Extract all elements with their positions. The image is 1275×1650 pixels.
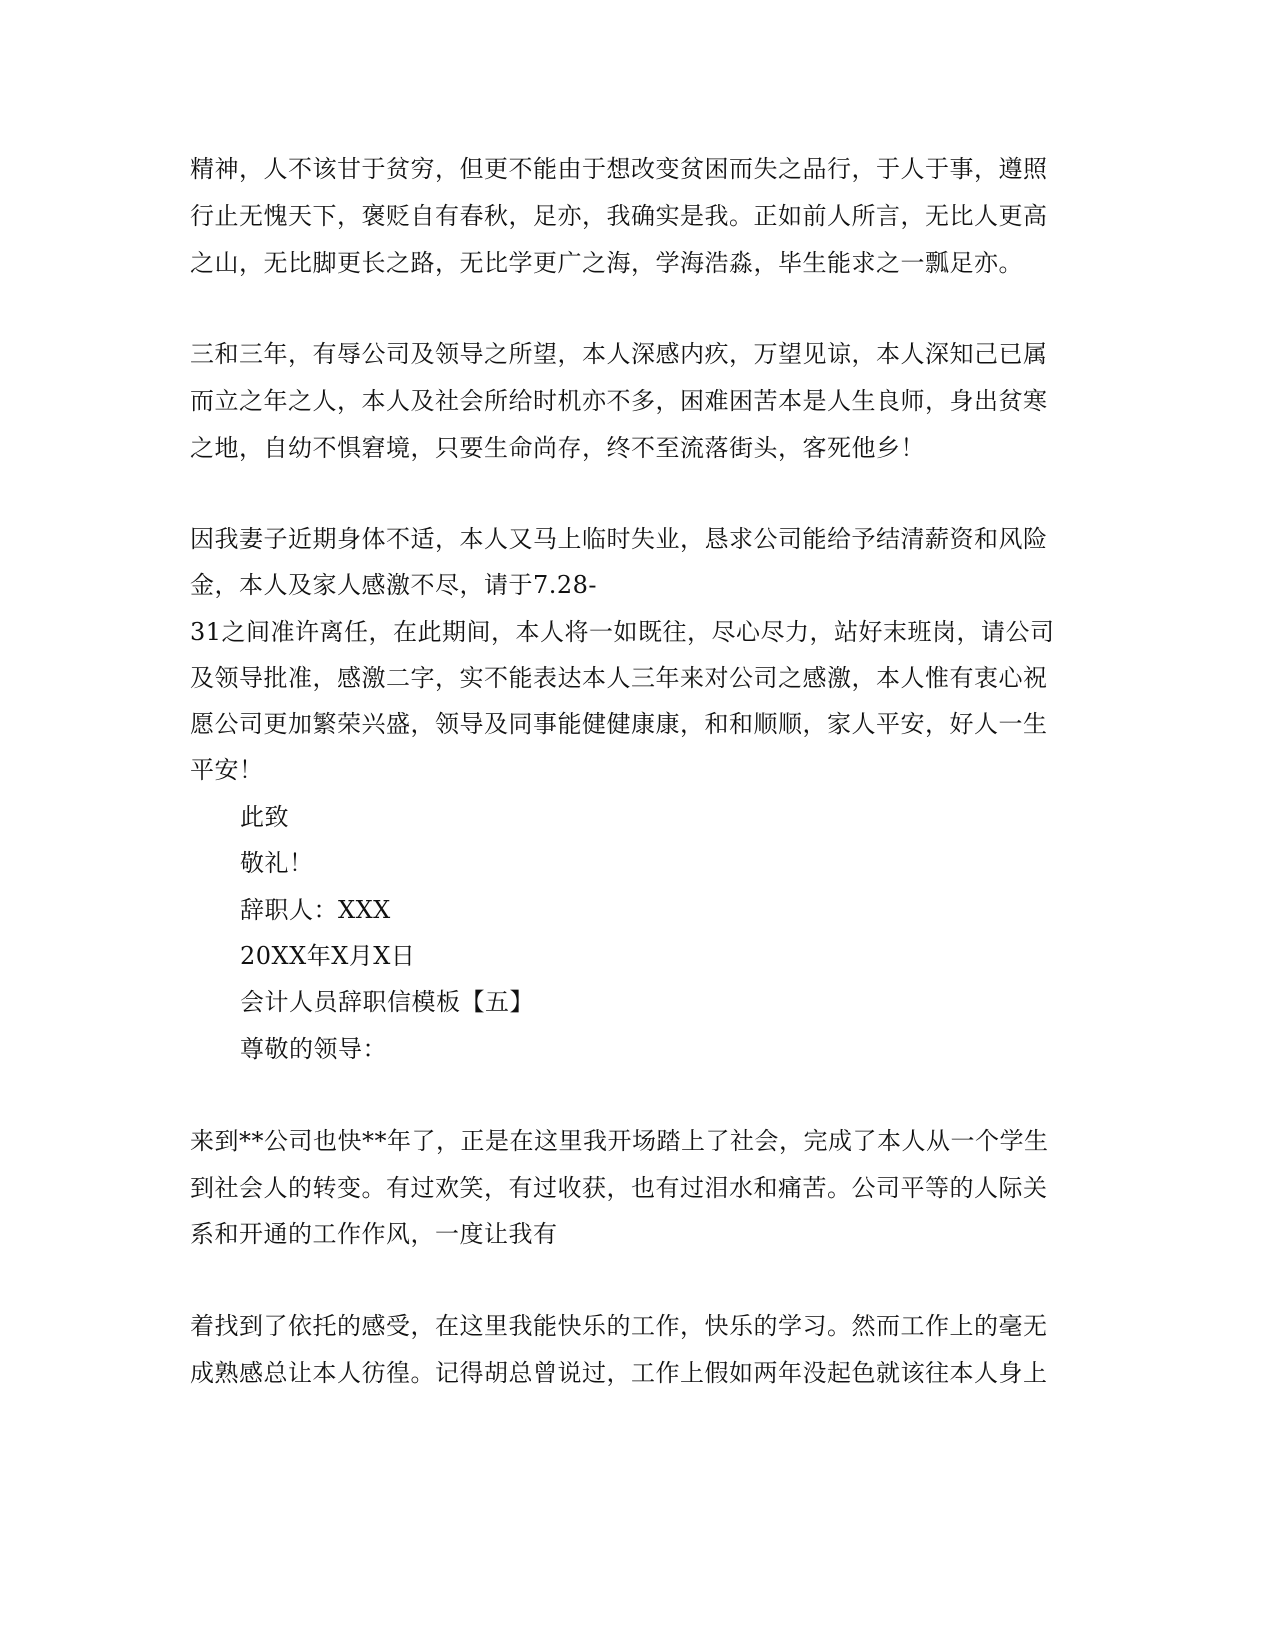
paragraph-line: 金，本人及家人感激不尽，请于7.28-: [190, 571, 598, 599]
paragraph-line: 成熟感总让本人彷徨。记得胡总曾说过，工作上假如两年没起色就该往本人身上: [190, 1359, 1048, 1387]
signature-date: 20XX年X月X日: [240, 942, 416, 970]
signature-name: 辞职人：XXX: [240, 896, 391, 924]
greeting: 尊敬的领导：: [240, 1035, 387, 1063]
paragraph-line: 平安！: [190, 756, 264, 784]
paragraph-line: 着找到了依托的感受，在这里我能快乐的工作，快乐的学习。然而工作上的毫无: [190, 1312, 1048, 1340]
closing-regards: 敬礼！: [240, 849, 314, 877]
paragraph-line: 精神，人不该甘于贫穷，但更不能由于想改变贫困而失之品行，于人于事，遵照: [190, 155, 1048, 183]
paragraph-line: 31之间准许离任，在此期间，本人将一如既往，尽心尽力，站好末班岗，请公司: [190, 618, 1055, 646]
paragraph-line: 三和三年，有辱公司及领导之所望，本人深感内疚，万望见谅，本人深知己已属: [190, 340, 1048, 368]
paragraph-line: 因我妻子近期身体不适，本人又马上临时失业，恳求公司能给予结清薪资和风险: [190, 525, 1048, 553]
paragraph-line: 系和开通的工作作风，一度让我有: [190, 1220, 558, 1248]
paragraph-line: 愿公司更加繁荣兴盛，领导及同事能健健康康，和和顺顺，家人平安，好人一生: [190, 710, 1048, 738]
section-title: 会计人员辞职信模板【五】: [240, 988, 534, 1016]
paragraph-line: 而立之年之人，本人及社会所给时机亦不多，困难困苦本是人生良师，身出贫寒: [190, 387, 1048, 415]
paragraph-line: 及领导批准，感激二字，实不能表达本人三年来对公司之感激，本人惟有衷心祝: [190, 664, 1048, 692]
paragraph-line: 行止无愧天下，褒贬自有春秋，足亦，我确实是我。正如前人所言，无比人更高: [190, 202, 1048, 230]
paragraph-line: 到社会人的转变。有过欢笑，有过收获，也有过泪水和痛苦。公司平等的人际关: [190, 1174, 1048, 1202]
paragraph-line: 之地，自幼不惧窘境，只要生命尚存，终不至流落街头，客死他乡！: [190, 434, 925, 462]
closing-salutation: 此致: [240, 803, 289, 831]
paragraph-line: 来到**公司也快**年了，正是在这里我开场踏上了社会，完成了本人从一个学生: [190, 1127, 1049, 1155]
paragraph-line: 之山，无比脚更长之路，无比学更广之海，学海浩淼，毕生能求之一瓢足亦。: [190, 249, 1023, 277]
